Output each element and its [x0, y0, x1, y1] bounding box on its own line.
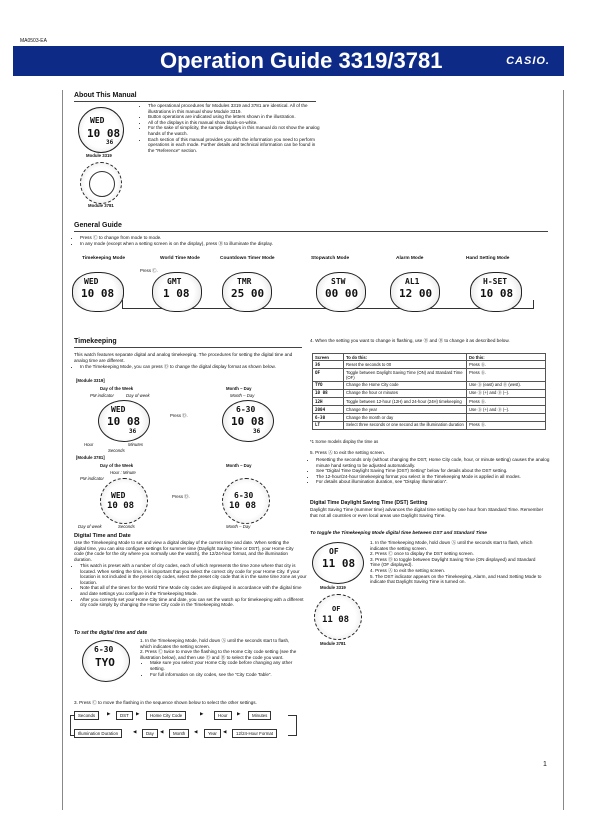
table-cell: 6-30 [313, 414, 344, 421]
settings-table [312, 353, 546, 430]
month-day-label-3781: Month – Day [226, 463, 252, 468]
dst-watch-3319 [312, 542, 364, 584]
right-bullet: • For details about illumination duration, see “Display Illumination”. [316, 479, 554, 485]
timekeeping-rule [74, 347, 302, 348]
table-cell: Change the month or day [344, 414, 467, 421]
seq-hour: Hour [214, 711, 232, 720]
about-bullet: • All of the displays in this manual show black-on-white. [148, 120, 320, 126]
seq-arrow-back-icon: ◀ [194, 729, 198, 734]
table-cell: Select three seconds or one second as the illumination duration [344, 421, 467, 429]
pm-indicator-label-3781: PM indicator [80, 476, 104, 481]
page-number: 1 [543, 761, 547, 768]
timekeeping-heading: Timekeeping [74, 338, 117, 345]
table-cell: Press Ⓓ. [467, 421, 546, 429]
seq-connector [288, 715, 297, 736]
module-3319-tag: [Module 3319] [76, 378, 105, 383]
brand-logo: CASIO. [506, 55, 550, 67]
about-rule [74, 101, 316, 102]
mode-label-timekeeping: Timekeeping Mode [82, 256, 126, 261]
step-2: 2. Press Ⓒ twice to move the flashing to the Home City code setting (see the illustration below), and then use Ⓓ and Ⓑ to select the code you want. [140, 649, 297, 660]
watch-time-display: 10 08 [229, 501, 257, 511]
page-title: Operation Guide 3319/3781 [160, 48, 443, 73]
step-note: • For full information on city codes, see the “City Code Table”. [150, 672, 300, 678]
seq-day: Day [142, 729, 158, 738]
seq-month: Month [169, 729, 189, 738]
module-3781-caption: Module 3781 [88, 203, 114, 208]
dst-heading: Digital Time Daylight Saving Time (DST) Setting [310, 500, 428, 506]
watch-time-display: 10 08 [87, 127, 121, 140]
toggle-step: 3. Press Ⓓ to toggle between Daylight Saving Time (ON displayed) and Standard Time (OF displayed). [370, 556, 536, 568]
timekeeping-watch-3781-left [100, 478, 148, 524]
general-heading: General Guide [74, 222, 122, 229]
seq-arrow-icon: ▶ [237, 711, 241, 716]
dst-watch-3781 [314, 594, 362, 640]
general-section [74, 222, 548, 232]
watch-dst-display: OF [332, 605, 341, 613]
toggle-steps [370, 540, 546, 585]
watch-date-display: 6-30 [94, 645, 114, 654]
month-day-callout: Month – Day [230, 393, 255, 398]
digital-intro: Use the Timekeeping Mode to set and view a digital display of the current time and date. When setting the digital time, you can also configure settings for summer time (Daylight Saving Time or DST), your Home City code (the code for the city where you normally use the watch), the 12/24-hour format, and the illumination duration. [74, 540, 294, 562]
hour-callout: Hour [84, 442, 94, 447]
table-cell: Press Ⓓ. [467, 397, 546, 405]
watch-dial-icon [89, 171, 115, 197]
table-cell: TYO [313, 381, 344, 389]
set-time-subheading: To set the digital time and date [74, 630, 148, 636]
table-cell: 36 [313, 361, 344, 369]
mode-label-countdown: Countdown Timer Mode [220, 256, 275, 261]
watch-day-display: WED [90, 116, 105, 125]
mode-label-stopwatch: Stopwatch Mode [311, 256, 350, 261]
press-c-label: Press Ⓒ. [140, 268, 158, 273]
digital-heading: Digital Time and Date [74, 533, 131, 539]
watch-city-display: TYO [95, 656, 115, 669]
seq-arrow-icon: ▶ [136, 711, 140, 716]
mode-top-display: WED [84, 277, 99, 286]
day-of-week-label: Day of the Week [100, 386, 134, 391]
document-code: MA0503-EA [20, 38, 47, 44]
about-bullet: • For the sake of simplicity, the sample displays in this manual do not show the analog hands of the watch. [148, 125, 320, 136]
hour-minute-callout: Hour : Minute [110, 470, 136, 475]
about-bullet: • Button operations are indicated using the letters shown in the illustration. [148, 114, 320, 120]
timekeeping-bullets [72, 364, 308, 370]
about-bullet: • The operational procedures for Modules 3319 and 3781 are identical. All of the illustrations in this manual show Module 3319. [148, 103, 320, 114]
table-cell: Press Ⓓ. [467, 361, 546, 369]
day-of-week-callout-3781: Day of week [78, 524, 102, 529]
seq-arrow-icon: ▶ [200, 711, 204, 716]
mode-top-display: AL1 [405, 277, 420, 286]
watch-time-display: 11 08 [322, 615, 350, 625]
right-bullet: • See “Digital Time Daylight Saving Time (DST) Setting” below for details about the DST setting. [316, 468, 554, 474]
table-row [313, 414, 546, 421]
watch-date-display: 6-30 [234, 491, 254, 500]
day-of-week-callout: Day of week [126, 393, 150, 398]
toggle-step: 5. The DST indicator appears on the Timekeeping, Alarm, and Hand Setting Mode to indicate that Daylight Saving Time is turned on. [370, 573, 542, 585]
seq-dst: DST [116, 711, 133, 720]
seq-arrow-back-icon: ◀ [223, 729, 227, 734]
title-banner [13, 46, 564, 76]
watch-time-display: 11 08 [322, 557, 356, 570]
table-header-row [313, 354, 546, 361]
timekeeping-watch-left [98, 400, 150, 442]
general-bullets [72, 235, 420, 246]
watch-module-3781-illustration [80, 162, 122, 204]
seconds-callout: Seconds [108, 448, 125, 453]
seq-arrow-back-icon: ◀ [133, 729, 137, 734]
table-cell: 12H [313, 397, 344, 405]
table-row [313, 381, 546, 389]
table-cell: Use Ⓓ (east) and Ⓑ (west). [467, 381, 546, 389]
mode-main-display: 10 08 [81, 287, 115, 300]
mode-main-display: 12 00 [399, 287, 433, 300]
table-cell: 2004 [313, 406, 344, 414]
about-bullets [140, 103, 320, 153]
general-rule [74, 231, 548, 232]
mode-main-display: 1 08 [163, 287, 190, 300]
table-row [313, 421, 546, 429]
month-day-callout-3781: Month – Day [226, 524, 251, 529]
right-bullets [308, 457, 554, 485]
mode-watch-world-time [152, 272, 202, 312]
timekeeping-watch-right [222, 400, 274, 442]
table-footnote: *1 Some models display the time as [310, 439, 379, 444]
table-header: Do this: [467, 354, 546, 361]
table-cell: Toggle between 12-hour (12H) and 24-hour (24H) timekeeping [344, 397, 467, 405]
seq-seconds: Seconds [74, 711, 99, 720]
set-time-steps [140, 638, 300, 677]
mode-label-world-time: World Time Mode [160, 256, 200, 261]
step-5: 5. Press Ⓐ to exit the setting screen. [310, 450, 386, 455]
dst-text: Daylight Saving Time (summer time) advances the digital time setting by one hour from Standard Time. Remember that not all countries or even local areas use Daylight Saving Time. [310, 507, 544, 518]
watch-date-display: 6-30 [236, 405, 256, 414]
mode-main-display: 00 00 [325, 287, 359, 300]
table-cell: Toggle between Daylight Saving Time (ON) and Standard Time (OF) [344, 369, 467, 381]
watch-time-display: 10 08 [231, 415, 265, 428]
watch-time-display: 10 08 [107, 501, 135, 511]
watch-dst-display: OF [329, 547, 339, 556]
digital-bullet: • This watch is preset with a number of city codes, each of which represents the time zone where that city is located. When setting the time, it is important that you select the correct city code for your Home City. If your location is not included in the preset city codes, select the preset city code that is in the same time zone as your location. [80, 563, 310, 585]
seq-arrow-icon: ▶ [107, 711, 111, 716]
watch-seconds-display: 36 [106, 139, 114, 146]
timekeeping-watch-3781-right [222, 478, 270, 524]
mode-main-display: 25 00 [231, 287, 265, 300]
toggle-step: 4. Press Ⓐ to exit the setting screen. [370, 567, 446, 573]
module-3781-tag: [Module 3781] [76, 455, 105, 460]
day-of-week-label-3781: Day of the Week [100, 463, 134, 468]
table-cell: Use Ⓓ (+) and Ⓑ (–). [467, 389, 546, 397]
general-bullet: • Press Ⓒ to change from mode to mode. [80, 235, 420, 241]
seq-home-city: Home City Code [146, 711, 186, 720]
press-d-label: Press Ⓓ. [170, 413, 188, 418]
seq-minutes: Minutes [248, 711, 271, 720]
mode-top-display: GMT [167, 277, 182, 286]
right-bullet: • The 12-hour/24-hour timekeeping format you select in the Timekeeping Mode is applied in all modes. [316, 474, 554, 480]
table-cell: Change the hour or minutes [344, 389, 467, 397]
toggle-subheading: To toggle the Timekeeping Mode digital time between DST and Standard Time [310, 531, 487, 536]
table-cell: Press Ⓓ. [467, 369, 546, 381]
table-cell: LT [313, 421, 344, 429]
mode-top-display: TMR [237, 277, 252, 286]
watch-day-display: WED [111, 491, 126, 500]
table-cell [467, 414, 546, 421]
mode-watch-stopwatch [316, 272, 366, 312]
table-row [313, 397, 546, 405]
mode-watch-timekeeping [72, 272, 124, 312]
step-3: 3. Press Ⓒ to move the flashing in the sequence shown below to select the other settings. [74, 700, 257, 705]
table-row [313, 369, 546, 381]
about-bullet: • Each section of this manual provides you with the information you need to perform operations in each mode. Further details and technical information can be found in the “Reference” section. [148, 137, 320, 154]
mode-label-hand-setting: Hand Setting Mode [466, 256, 510, 261]
minutes-callout: Minutes [128, 442, 144, 447]
table-row [313, 361, 546, 369]
right-bullet: • Resetting the seconds only (without changing the DST, Home City code, hour, or minute setting) causes the analog minute hand setting to be adjusted automatically. [316, 457, 554, 468]
watch-day-display: WED [111, 405, 126, 414]
table-cell: Change the year [344, 406, 467, 414]
digital-bullet: • After you correctly set your Home City time and date, you can set the watch up for timekeeping with a different city code simply by changing the Home City code in the Timekeeping Mode. [80, 597, 310, 608]
step-4: 4. When the setting you want to change is flashing, use Ⓓ and Ⓑ to change it as described below. [310, 338, 510, 343]
mode-top-display: STW [331, 277, 346, 286]
seq-arrow-back-icon: ◀ [160, 729, 164, 734]
step-note: • Make sure you select your Home City code before changing any other setting. [150, 660, 300, 671]
mode-label-alarm: Alarm Mode [396, 256, 424, 261]
digital-bullet: • Note that all of the times for the World Time Mode city codes are displayed in accordance with the digital time and date settings you configure in the Timekeeping Mode. [80, 585, 310, 596]
setting-watch-illustration [82, 640, 130, 682]
table-cell: Change the Home City code [344, 381, 467, 389]
table-cell: Reset the seconds to 00 [344, 361, 467, 369]
watch-module-3319-illustration [78, 107, 124, 153]
seconds-callout-3781: Seconds [118, 524, 135, 529]
pm-indicator-label: PM indicator [90, 393, 114, 398]
timekeeping-intro: This watch features separate digital and analog timekeeping. The procedures for setting the digital time and analog time are different. [74, 352, 293, 363]
module-3781-caption-right: Module 3781 [320, 641, 346, 646]
month-day-label: Month – Day [226, 386, 252, 391]
table-cell: Use Ⓓ (+) and Ⓑ (–). [467, 406, 546, 414]
step-1: 1. In the Timekeeping Mode, hold down Ⓐ until the seconds start to flash, which indicates the setting screen. [140, 638, 290, 649]
about-heading: About This Manual [74, 92, 137, 99]
mode-watch-countdown [222, 272, 272, 312]
seq-illumination: Illumination Duration [74, 729, 122, 738]
mode-top-display: H-SET [483, 277, 508, 286]
press-d-label-3781: Press Ⓓ. [172, 494, 190, 499]
module-3319-caption: Module 3319 [86, 153, 112, 158]
watch-seconds-display: 36 [253, 428, 261, 435]
general-bullet: • In any mode (except when a setting screen is on the display), press Ⓑ to illuminate the display. [80, 241, 420, 247]
table-cell: OF [313, 369, 344, 381]
table-cell: 10 08 [313, 389, 344, 397]
table-row [313, 389, 546, 397]
mode-main-display: 10 08 [480, 287, 514, 300]
digital-bullets [72, 563, 310, 608]
seq-12-24: 12/24-Hour Format [232, 729, 277, 738]
watch-seconds-display: 36 [129, 428, 137, 435]
about-section [74, 92, 316, 102]
toggle-step: 1. In the Timekeeping Mode, hold down Ⓐ until the seconds start to flash, which indicates the setting screen. [370, 540, 533, 551]
module-3319-caption-right: Module 3319 [320, 585, 346, 590]
timekeeping-bullet: • In the Timekeeping Mode, you can press Ⓓ to change the digital display format as shown below. [80, 364, 308, 370]
seq-year: Year [204, 729, 221, 738]
table-header: Screen [313, 354, 344, 361]
table-header: To do this: [344, 354, 467, 361]
toggle-step: 2. Press Ⓒ once to display the DST setting screen. [370, 551, 474, 557]
step-2-notes [140, 660, 300, 677]
timekeeping-section [74, 338, 302, 348]
watch-time-display: 10 08 [107, 415, 141, 428]
table-row [313, 406, 546, 414]
mode-watch-alarm [390, 272, 440, 312]
mode-watch-hand-setting [470, 272, 522, 312]
